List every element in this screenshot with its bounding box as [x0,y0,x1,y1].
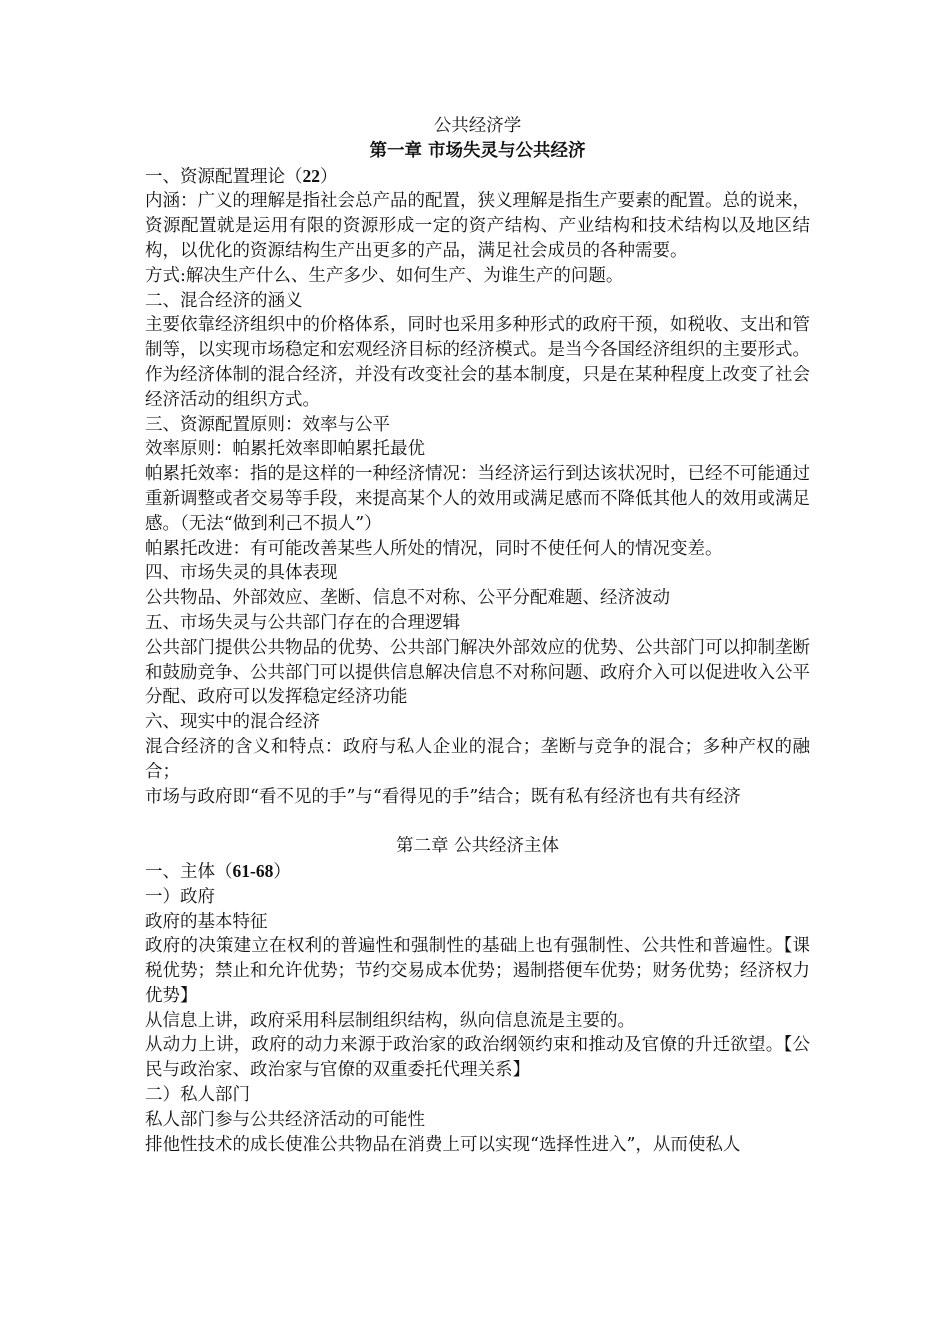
section-heading-1-text: 一、资源配置理论（ [145,166,303,187]
paragraph: 从信息上讲，政府采用科层制组织结构，纵向信息流是主要的。 [145,1010,635,1031]
paragraph: 私人部门参与公共经济活动的可能性 [145,1109,425,1130]
subsection-heading-private-sector: 二）私人部门 [145,1085,250,1106]
paragraph: 公共物品、外部效应、垄断、信息不对称、公平分配难题、经济波动 [145,588,670,609]
chapter-2-heading: 第二章 公共经济主体 [395,836,560,857]
document-body [145,114,810,1157]
paragraph: 帕累托改进：有可能改善某些人所处的情况，同时不使任何人的情况变差。 [145,538,723,559]
section-heading-ch2-1-close: ） [273,861,291,882]
paragraph: 混合经济的含义和特点：政府与私人企业的混合；垄断与竞争的混合；多种产权的融合； [145,736,810,782]
document-title: 公共经济学 [433,116,522,136]
paragraph: 方式:解决生产什么、生产多少、如何生产、为谁生产的问题。 [145,265,624,286]
section-heading-2: 二、混合经济的涵义 [145,290,303,311]
chapter-1-heading: 第一章 市场失灵与公共经济 [369,140,586,161]
section-heading-ch2-1-text: 一、主体（ [145,861,233,882]
paragraph: 从动力上讲，政府的动力来源于政治家的政治纲领约束和推动及官僚的升迁欲望。【公民与政治家、政治家与官僚的双重委托代理关系】 [145,1035,810,1081]
paragraph: 排他性技术的成长使准公共物品在消费上可以实现“选择性进入”，从而使私人 [145,1134,741,1155]
paragraph: 帕累托效率：指的是这样的一种经济情况：当经济运行到达该状况时，已经不可能通过重新调整或者交易等手段，来提高某个人的效用或满足感而不降低其他人的效用或满足感。（无法“做到利己不损人”） [145,464,810,534]
paragraph: 公共部门提供公共物品的优势、公共部门解决外部效应的优势、公共部门可以抑制垄断和鼓励竞争、公共部门可以提供信息解决信息不对称问题、政府介入可以促进收入公平分配、政府可以发挥稳定经济功能 [145,637,810,708]
section-heading-4: 四、市场失灵的具体表现 [145,563,338,584]
blank-line [145,809,810,834]
paragraph: 市场与政府即“看不见的手”与“看得见的手”结合；既有私有经济也有共有经济 [145,786,741,807]
paragraph: 作为经济体制的混合经济，并没有改变社会的基本制度，只是在某种程度上改变了社会经济活动的组织方式。 [145,364,810,410]
paragraph: 政府的决策建立在权利的普遍性和强制性的基础上也有强制性、公共性和普遍性。【课税优势；禁止和允许优势；节约交易成本优势；遏制搭便车优势；财务优势；经济权力优势】 [145,936,810,1006]
paragraph: 内涵：广义的理解是指社会总产品的配置，狭义理解是指生产要素的配置。总的说来，资源配置就是运用有限的资源形成一定的资产结构、产业结构和技术结构以及地区结构，以优化的资源结构生产出更多的产品，满足社会成员的各种需要。 [145,191,810,261]
section-heading-ch2-1-page-ref: 61-68 [232,860,274,881]
section-heading-1-page-ref: 22 [302,165,320,186]
section-heading-3: 三、资源配置原则：效率与公平 [145,414,390,435]
subsection-heading-government: 一）政府 [145,886,215,907]
section-heading-1-close: ） [320,166,338,187]
section-heading-ch2-1 [145,859,810,885]
paragraph: 效率原则：帕累托效率即帕累托最优 [145,439,425,460]
section-heading-6: 六、现实中的混合经济 [145,712,320,733]
section-heading-5: 五、市场失灵与公共部门存在的合理逻辑 [145,612,460,633]
paragraph: 政府的基本特征 [145,911,268,932]
section-heading-1 [145,164,810,190]
paragraph: 主要依靠经济组织中的价格体系，同时也采用多种形式的政府干预，如税收、支出和管制等，以实现市场稳定和宏观经济目标的经济模式。是当今各国经济组织的主要形式。 [145,315,810,361]
